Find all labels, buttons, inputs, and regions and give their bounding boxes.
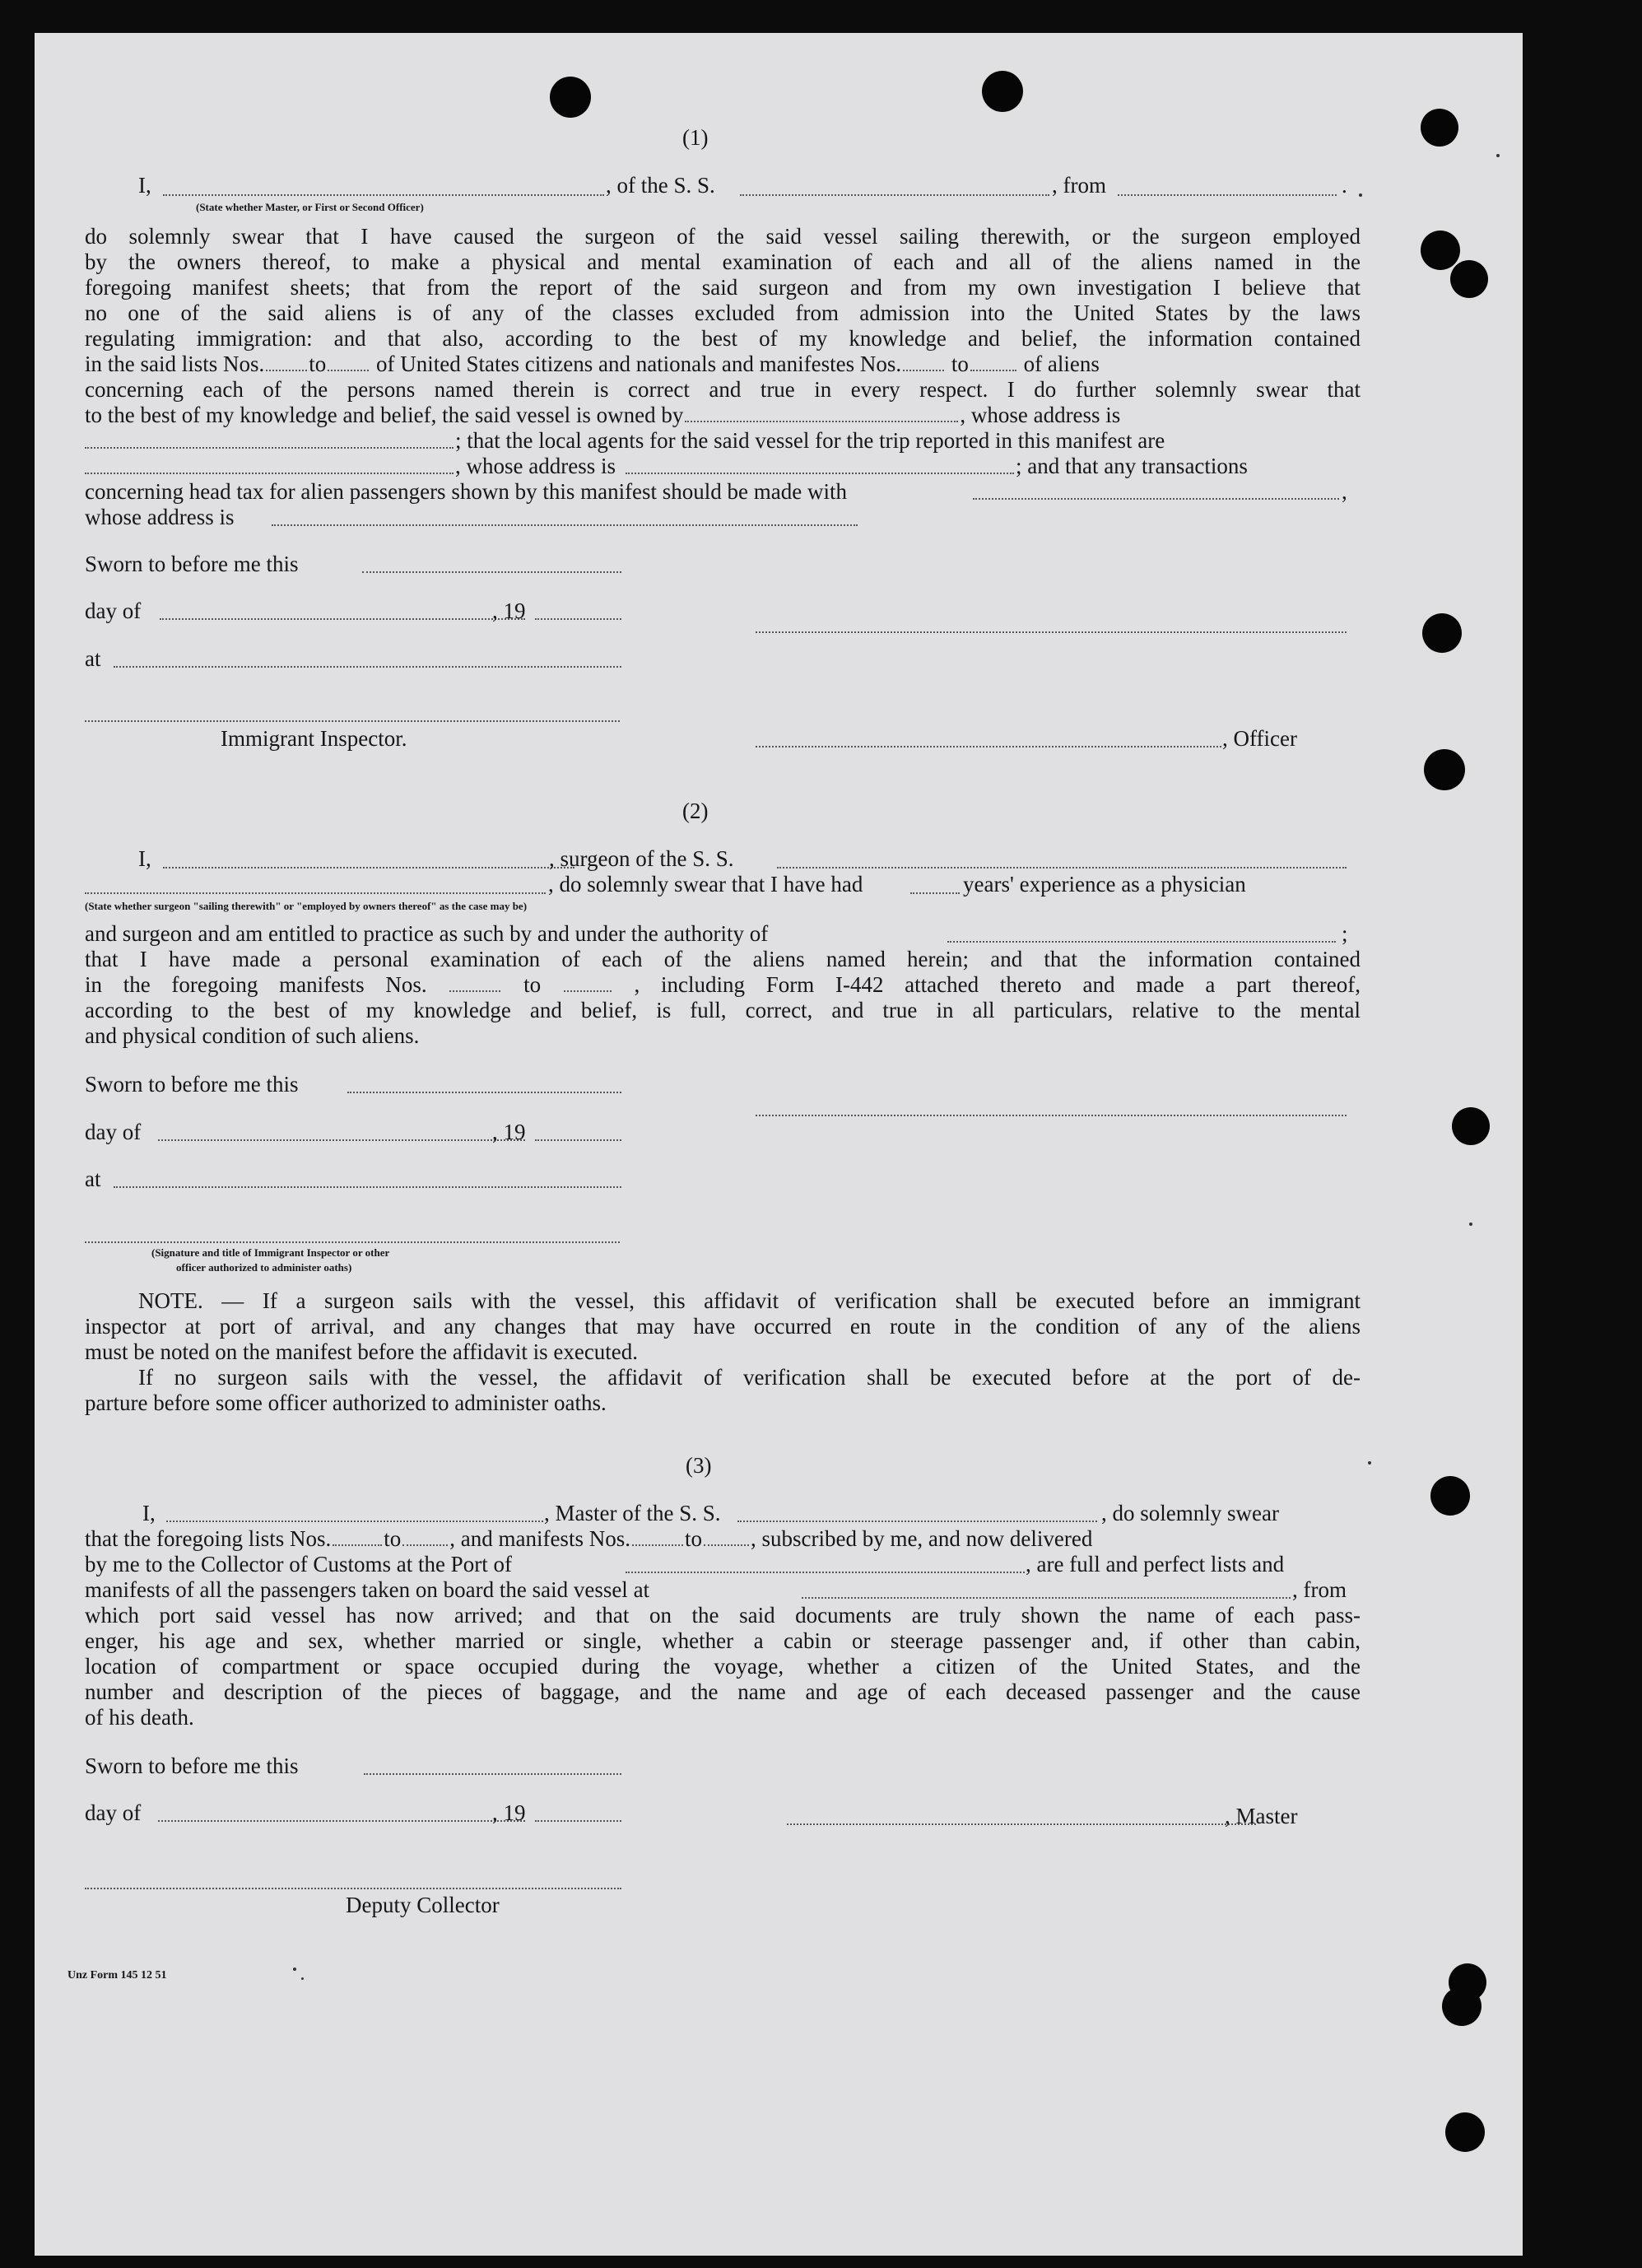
s1-owner-address-field[interactable] — [85, 447, 454, 449]
punch-hole — [1422, 613, 1462, 653]
s1-officer-name-field[interactable] — [756, 746, 1221, 747]
section-3-number: (3) — [686, 1453, 712, 1478]
s1-year-field[interactable] — [535, 618, 621, 620]
s3-body-line: location of compartment or space occupied during the voyage, whether a citizen of the United States, and the — [85, 1654, 1361, 1679]
s2-manifests-to: to — [523, 972, 542, 997]
punch-hole — [1421, 109, 1458, 147]
s3-lists-c: , subscribed by me, and now delivered — [750, 1526, 1093, 1551]
s3-manifest-from-field[interactable] — [632, 1533, 683, 1546]
s2-swear-b: years' experience as a physician — [963, 872, 1246, 896]
punch-hole — [550, 77, 591, 118]
s2-at-field[interactable] — [114, 1186, 621, 1188]
s3-board-port-field[interactable] — [802, 1597, 1291, 1599]
s1-i-prefix: I, — [138, 173, 151, 198]
s1-officer-note: (State whether Master, or First or Second Officer) — [196, 201, 424, 213]
s2-manifests-b: , including Form I-442 attached thereto and made a part thereof, — [634, 972, 1361, 997]
s1-owned-line — [85, 403, 1369, 428]
s1-officer-label: , Officer — [1222, 726, 1297, 751]
s3-list-from-field[interactable] — [333, 1533, 382, 1546]
s1-head-tax: concerning head tax for alien passengers shown by this manifest should be made with — [85, 479, 848, 504]
s2-sig-note: (Signature and title of Immigrant Inspector or other — [151, 1246, 390, 1259]
s3-swear: , do solemnly swear — [1101, 1501, 1279, 1525]
speck — [1368, 1461, 1371, 1465]
s3-body-line: of his death. — [85, 1705, 194, 1730]
speck — [1469, 1222, 1472, 1226]
s3-lists-to1: to — [384, 1526, 402, 1551]
s1-lists-to1: to — [309, 352, 327, 376]
speck — [301, 1977, 304, 1980]
s2-sworn: Sworn to before me this — [85, 1072, 299, 1097]
s2-authority-end: ; — [1342, 921, 1348, 946]
s1-ship-name-field[interactable] — [740, 194, 1049, 196]
s2-nineteen: , 19 — [492, 1120, 526, 1144]
s3-collector-a: by me to the Collector of Customs at the Port of — [85, 1552, 512, 1576]
s3-port-field[interactable] — [626, 1572, 1025, 1573]
s1-sworn-field[interactable] — [362, 571, 621, 573]
s1-body-line: no one of the said aliens is of any of the classes excluded from admission into the United States by the laws — [85, 300, 1361, 325]
s3-i-prefix: I, — [142, 1501, 156, 1525]
s3-day-field[interactable] — [158, 1820, 525, 1822]
s1-at: at — [85, 646, 101, 671]
s1-owned-b: , whose address is — [960, 403, 1121, 427]
punch-hole — [1430, 1476, 1470, 1516]
s2-years-field[interactable] — [910, 892, 960, 894]
s1-nineteen: , 19 — [492, 598, 526, 623]
s3-board-b: , from — [1292, 1577, 1347, 1602]
s3-nineteen: , 19 — [492, 1800, 526, 1825]
section-1-number: (1) — [682, 125, 709, 150]
s2-i-prefix: I, — [138, 846, 151, 871]
s2-note-line: inspector at port of arrival, and any changes that may have occurred en route in the condition of any of the aliens — [85, 1314, 1361, 1339]
punch-hole — [1442, 1986, 1482, 2026]
speck — [1496, 154, 1500, 157]
s2-note-line: parture before some officer authorized to administer oaths. — [85, 1390, 607, 1415]
s3-collector-b: , are full and perfect lists and — [1026, 1552, 1285, 1576]
s1-owner-field[interactable] — [685, 409, 958, 422]
s2-manifest-to-field[interactable] — [564, 979, 612, 992]
punch-hole — [1450, 260, 1488, 298]
s1-body-line: do solemnly swear that I have caused the surgeon of the said vessel sailing therewith, or the surgeon employed — [85, 224, 1361, 249]
s2-at: at — [85, 1167, 101, 1191]
s2-manifests-line — [85, 972, 1361, 998]
s2-swear-a: , do solemnly swear that I have had — [548, 872, 863, 896]
s1-from: , from — [1052, 173, 1106, 198]
s1-head-tax-end: , — [1342, 479, 1347, 504]
s3-lists-b: , and manifests Nos. — [449, 1526, 630, 1551]
s1-agents-addr-a: , whose address is — [455, 454, 616, 478]
s2-body-line: that I have made a personal examination of each of the aliens named herein; and that the information contained — [85, 947, 1361, 971]
s3-manifest-to-field[interactable] — [704, 1533, 749, 1546]
s3-master-label: , Master — [1225, 1804, 1298, 1828]
s1-agents-field[interactable] — [85, 473, 454, 474]
s1-manifest-to-field[interactable] — [970, 358, 1016, 371]
s1-inspector-signature-field[interactable] — [85, 720, 620, 722]
s3-collector-signature-field[interactable] — [85, 1888, 621, 1889]
s1-officer-signature-field[interactable] — [756, 631, 1347, 633]
s2-day-of: day of — [85, 1120, 142, 1144]
s3-board-a: manifests of all the passengers taken on board the said vessel at — [85, 1577, 650, 1602]
s1-inspector-label: Immigrant Inspector. — [221, 726, 407, 751]
s1-agents: ; that the local agents for the said vessel for the trip reported in this manifest are — [455, 428, 1165, 453]
s2-body-line: according to the best of my knowledge and belief, is full, correct, and true in all particulars, relative to the mental — [85, 998, 1361, 1022]
s1-day-field[interactable] — [160, 618, 525, 620]
punch-hole — [1445, 2112, 1485, 2152]
s1-lists-a: in the said lists Nos. — [85, 352, 265, 376]
s3-ship-name-field[interactable] — [737, 1521, 1097, 1522]
s1-at-field[interactable] — [114, 666, 621, 668]
s2-body-line: and physical condition of such aliens. — [85, 1023, 420, 1048]
s3-sworn: Sworn to before me this — [85, 1753, 299, 1778]
s1-officer-field[interactable] — [163, 194, 604, 196]
s1-whose-address: whose address is — [85, 505, 235, 529]
s2-surgeon-of: , surgeon of the S. S. — [549, 846, 734, 871]
s2-note-line: NOTE. — If a surgeon sails with the vessel, this affidavit of verification shall be executed before an immigrant — [138, 1288, 1361, 1313]
s3-lists-line — [85, 1526, 1369, 1552]
speck — [293, 1968, 296, 1971]
s1-head-tax-field[interactable] — [973, 498, 1339, 500]
s1-period: . — [1342, 173, 1347, 198]
s1-of-ss: , of the S. S. — [606, 173, 715, 198]
s3-day-of: day of — [85, 1800, 142, 1825]
speck — [1359, 193, 1362, 197]
form-page — [35, 33, 1523, 2256]
s1-body-line: foregoing manifest sheets; that from the report of the said surgeon and from my own investigation I believe that — [85, 275, 1361, 300]
punch-hole — [1424, 749, 1465, 790]
s2-surgeon-note: (State whether surgeon "sailing therewith" or "employed by owners thereof" as the case may be) — [85, 900, 528, 912]
s1-body-line: concerning each of the persons named therein is correct and true in every respect. I do further solemnly swear that — [85, 377, 1361, 402]
s1-lists-b: of United States citizens and nationals and manifestes Nos. — [376, 352, 902, 376]
punch-hole — [982, 71, 1023, 112]
punch-hole — [1421, 231, 1460, 270]
s2-sworn-field[interactable] — [347, 1092, 621, 1093]
s2-surgeon-signature-field[interactable] — [756, 1115, 1347, 1116]
s3-body-line: which port said vessel has now arrived; and that on the said documents are truly shown the name of each pass- — [85, 1603, 1361, 1628]
s1-lists-to2: to — [951, 352, 969, 376]
form-id: Unz Form 145 12 51 — [67, 1969, 167, 1982]
s3-body-line: enger, his age and sex, whether married or single, whether a cabin or steerage passenger and, if other than cabin, — [85, 1628, 1361, 1653]
s2-note-line: must be noted on the manifest before the affidavit is executed. — [85, 1339, 639, 1364]
s2-sig-note: officer authorized to administer oaths) — [176, 1261, 352, 1274]
s1-lists-c: of aliens — [1023, 352, 1100, 376]
s1-agents-addr-b: ; and that any transactions — [1016, 454, 1248, 478]
s1-list-from-field[interactable] — [266, 358, 307, 371]
s3-deputy-label: Deputy Collector — [346, 1893, 500, 1917]
s2-authority-field[interactable] — [947, 941, 1336, 943]
s1-body-line: by the owners thereof, to make a physical and mental examination of each and all of the aliens named in the — [85, 249, 1361, 274]
s3-lists-a: that the foregoing lists Nos. — [85, 1526, 332, 1551]
s1-list-to-field[interactable] — [328, 358, 369, 371]
s1-body-line: regulating immigration: and that also, according to the best of my knowledge and belief, the information contained — [85, 326, 1361, 351]
s2-surgeon-type-field[interactable] — [85, 892, 546, 894]
s1-from-field[interactable] — [1118, 194, 1337, 196]
s1-owned-a: to the best of my knowledge and belief, the said vessel is owned by — [85, 403, 684, 427]
s2-ship-name-field[interactable] — [777, 867, 1347, 869]
section-2-number: (2) — [682, 799, 709, 823]
s3-master-name-field[interactable] — [166, 1521, 543, 1522]
s1-sworn: Sworn to before me this — [85, 552, 299, 576]
s3-lists-to2: to — [684, 1526, 702, 1551]
s3-master-signature-field[interactable] — [787, 1823, 1256, 1825]
s2-year-field[interactable] — [535, 1139, 621, 1141]
s1-head-tax-address-field[interactable] — [272, 524, 858, 526]
s3-list-to-field[interactable] — [402, 1533, 448, 1546]
s2-authority: and surgeon and am entitled to practice as such by and under the authority of — [85, 921, 769, 946]
s2-manifests-a: in the foregoing manifests Nos. — [85, 972, 427, 997]
s2-day-field[interactable] — [158, 1139, 525, 1141]
s2-manifest-from-field[interactable] — [449, 979, 500, 992]
s2-surgeon-name-field[interactable] — [163, 867, 574, 869]
s1-lists-line — [85, 352, 1361, 377]
s1-manifest-from-field[interactable] — [903, 358, 944, 371]
s1-day-of: day of — [85, 598, 142, 623]
s3-year-field[interactable] — [535, 1820, 621, 1822]
s2-inspector-signature-field[interactable] — [85, 1241, 620, 1243]
s3-master-of: , Master of the S. S. — [544, 1501, 721, 1525]
s2-note-line: If no surgeon sails with the vessel, the affidavit of verification shall be executed before at the port of de- — [138, 1365, 1361, 1390]
s1-agents-address-field[interactable] — [626, 473, 1014, 474]
s3-body-line: number and description of the pieces of baggage, and the name and age of each deceased passenger and the cause — [85, 1679, 1361, 1704]
punch-hole — [1452, 1107, 1490, 1145]
s3-sworn-field[interactable] — [364, 1773, 621, 1775]
